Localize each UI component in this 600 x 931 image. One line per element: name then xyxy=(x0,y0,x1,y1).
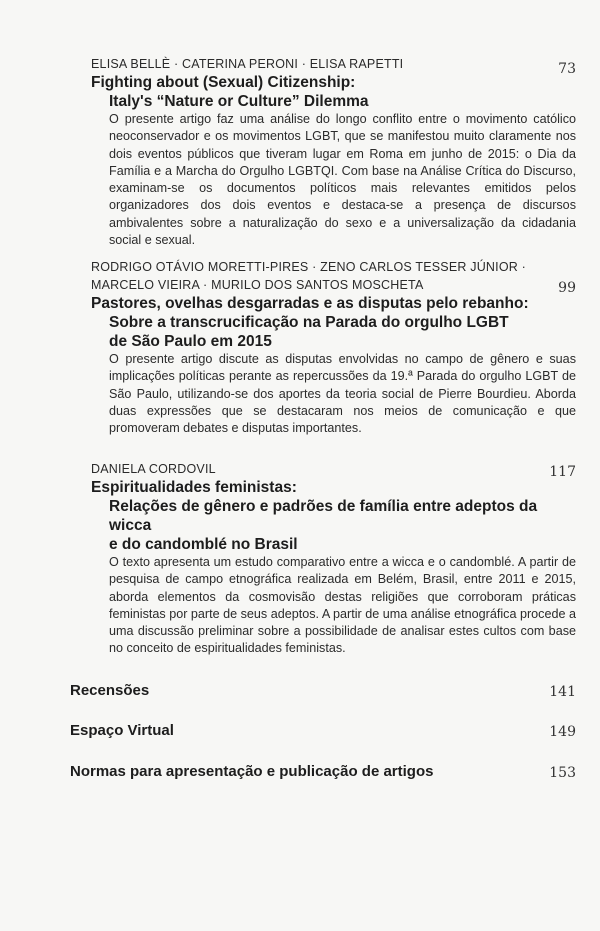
entry-subtitle: de São Paulo em 2015 xyxy=(109,333,272,350)
entry-subtitle: Relações de gênero e padrões de família entre adeptos da wicca xyxy=(109,498,538,534)
entry-page-number: 117 xyxy=(549,464,576,480)
section-title: Espaço Virtual xyxy=(70,722,174,739)
toc-entry xyxy=(91,55,576,249)
toc-section xyxy=(70,763,576,780)
entry-title: Pastores, ovelhas desgarradas e as disputas pelo rebanho: xyxy=(91,295,529,312)
entry-title: Fighting about (Sexual) Citizenship: xyxy=(91,74,356,91)
entry-abstract: O texto apresenta um estudo comparativo entre a wicca e o candomblé. A partir de pesquisa de campo etnográfica realizada em Belém, Brasil, entre 2011 e 2015, aborda elementos da cosmovisão destas religiões que corroboram práticas feministas por parte de seus adeptos. A partir de uma análise etnográfica procede a uma discussão preliminar sobre a possibilidade de analisar estes cultos com base no conceito de espiritualidades feministas. xyxy=(109,555,576,656)
entry-authors: DANIELA CORDOVIL xyxy=(91,462,216,476)
entry-page-number: 73 xyxy=(558,61,576,77)
toc-entry xyxy=(91,460,576,658)
section-page-number: 149 xyxy=(549,724,576,740)
entry-abstract: O presente artigo faz uma análise do longo conflito entre o movimento católico neoconservador e os movimentos LGBT, que se manifestou muito claramente nos dois eventos públicos que tiveram lugar em Roma em junho de 2015: o Dia da Família e a Marcha do Orgulho LGBTQI. Com base na Análise Crítica do Discurso, examinam-se os documentos políticos mais relevantes emitidos pelos organizadores dos dois eventos e destaca-se a presença de discursos ambivalentes sobre a naturalização do sexo e a universalização da cidadania social e sexual. xyxy=(109,112,576,248)
entry-title: Espiritualidades feministas: xyxy=(91,479,297,496)
toc-entry xyxy=(91,258,576,437)
toc-section xyxy=(70,682,576,699)
entry-subtitle: Italy's “Nature or Culture” Dilemma xyxy=(109,93,369,110)
entry-authors: ELISA BELLÈ · CATERINA PERONI · ELISA RAPETTI xyxy=(91,57,404,71)
entry-page-number: 99 xyxy=(558,280,576,296)
entry-abstract: O presente artigo discute as disputas envolvidas no campo de gênero e suas implicações políticas perante as repercussões da 19.ª Parada do orgulho LGBT de São Paulo, utilizando-se dos aportes da teoria social de Pierre Bourdieu. Aborda duas expressões que se destacaram nos meios de comunicação e que promoveram debates e disputas importantes. xyxy=(109,352,576,436)
entry-subtitle: Sobre a transcrucificação na Parada do orgulho LGBT xyxy=(109,314,509,331)
entry-authors: RODRIGO OTÁVIO MORETTI-PIRES · ZENO CARLOS TESSER JÚNIOR · MARCELO VIEIRA · MURILO DOS SANTOS MOSCHETA xyxy=(91,260,527,292)
toc-section xyxy=(70,722,576,739)
section-page-number: 141 xyxy=(549,684,576,700)
section-title: Normas para apresentação e publicação de artigos xyxy=(70,763,434,780)
entry-subtitle: e do candomblé no Brasil xyxy=(109,536,298,553)
section-page-number: 153 xyxy=(549,765,576,781)
section-title: Recensões xyxy=(70,682,150,699)
